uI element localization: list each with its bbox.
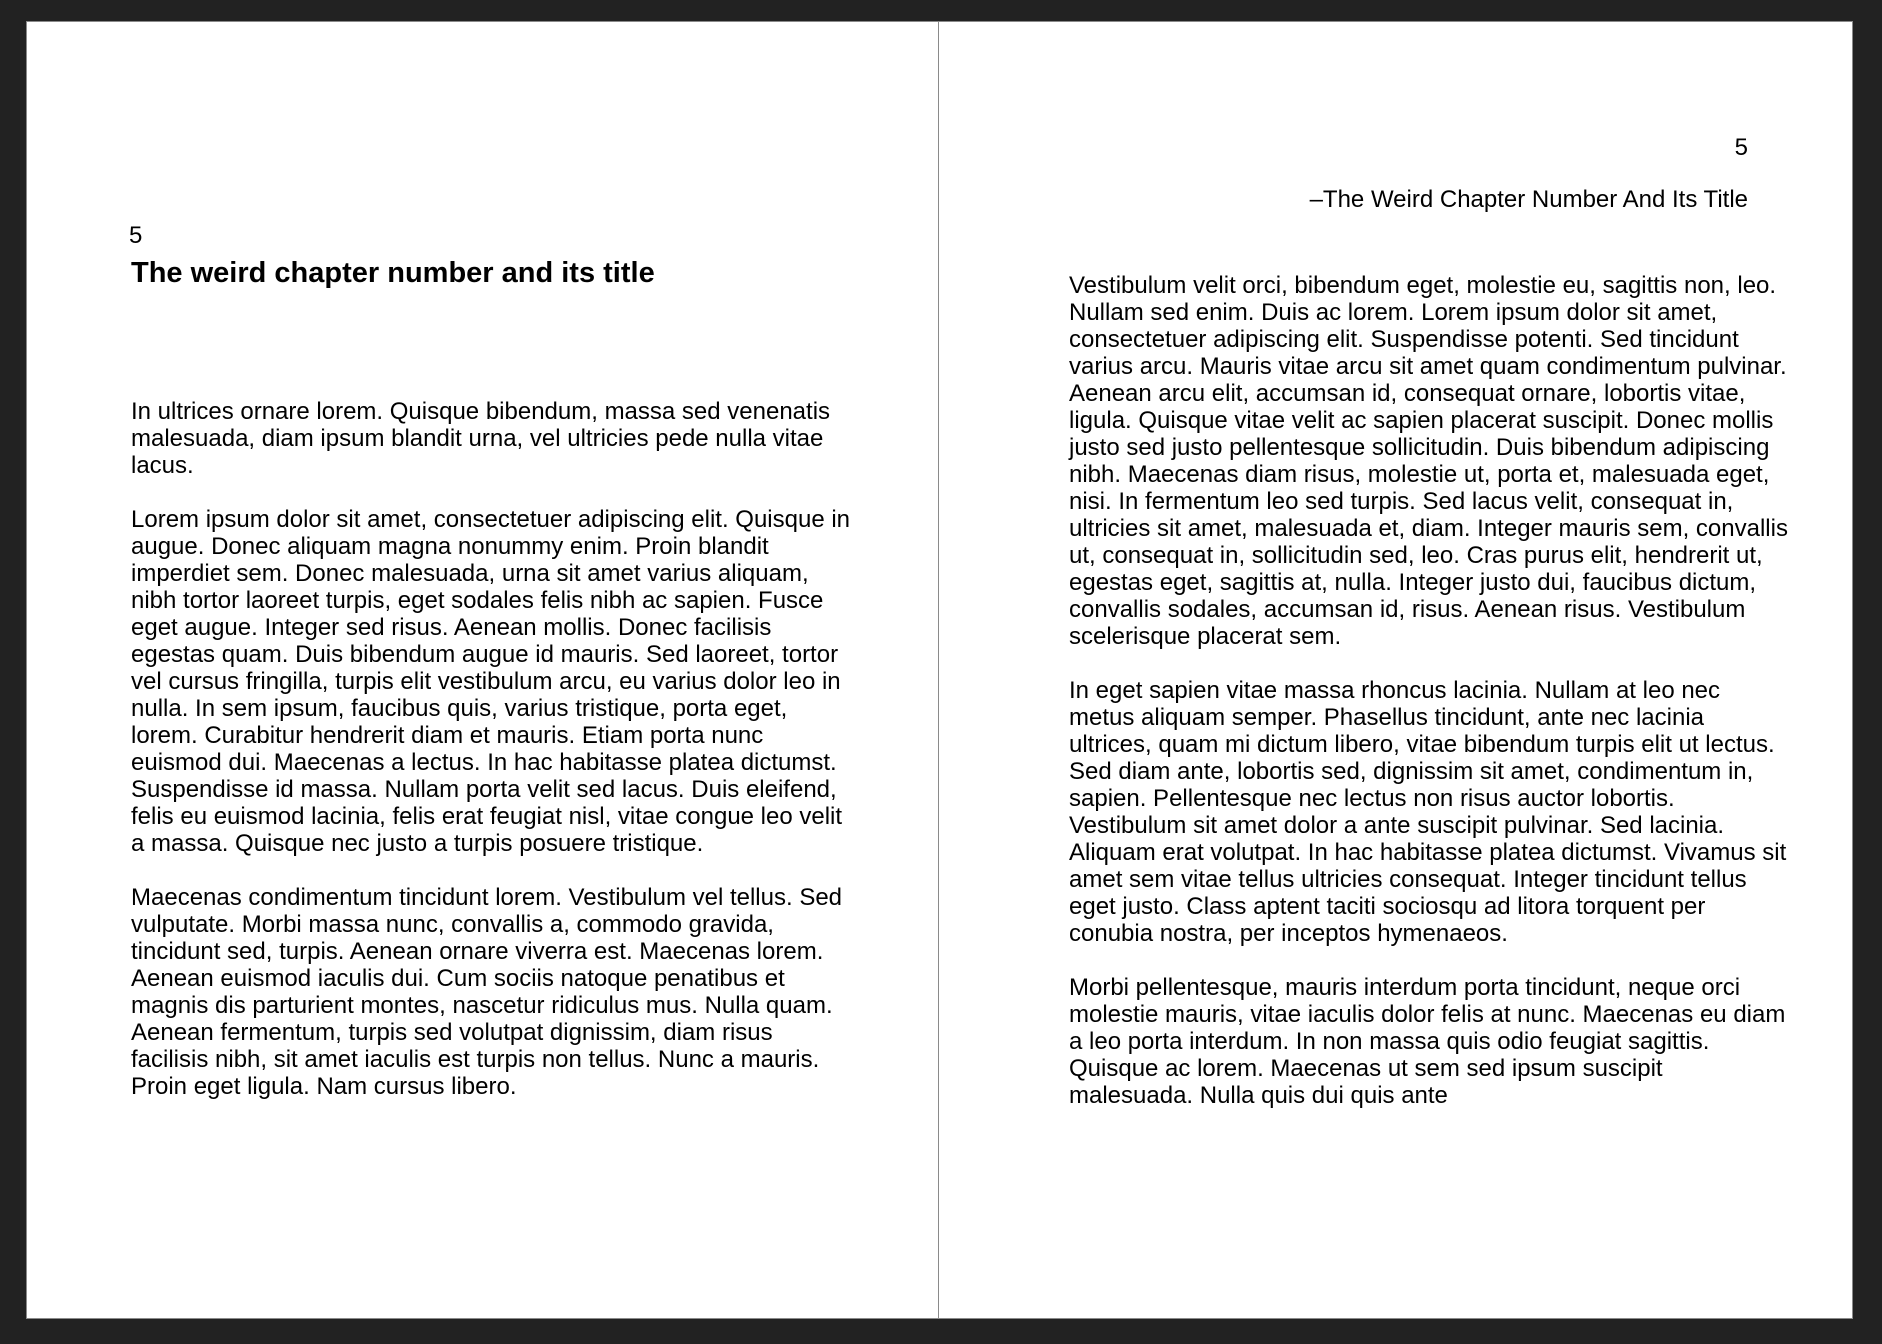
page-number: 5 (1734, 134, 1748, 161)
left-page (27, 22, 939, 1318)
left-page-body (131, 398, 851, 1127)
paragraph: Maecenas condimentum tincidunt lorem. Vestibulum vel tellus. Sed vulputate. Morbi massa nunc, convallis a, commodo gravida, tincidunt sed, turpis. Aenean ornare viverra est. Maecenas lorem. Aenean euismod iaculis dui. Cum sociis natoque penatibus et magnis dis parturient montes, nascetur ridiculus mus. Nulla quam. Aenean fermentum, turpis sed volutpat dignissim, diam risus facilisis nibh, sit amet iaculis est turpis non tellus. Nunc a mauris. Proin eget ligula. Nam cursus libero. (131, 884, 843, 1100)
book-spread (26, 21, 1853, 1319)
paragraph: In ultrices ornare lorem. Quisque bibendum, massa sed venenatis malesuada, diam ipsum blandit urna, vel ultricies pede nulla vitae lacus. (131, 398, 831, 479)
paragraph: Lorem ipsum dolor sit amet, consectetuer adipiscing elit. Quisque in augue. Donec aliquam magna nonummy enim. Proin blandit imperdiet sem. Donec malesuada, urna sit amet varius aliquam, nibh tortor laoreet turpis, eget sodales felis nibh ac sapien. Fusce eget augue. Integer sed risus. Aenean mollis. Donec facilisis egestas quam. Duis bibendum augue id mauris. Sed laoreet, tortor vel cursus fringilla, turpis elit vestibulum arcu, eu varius dolor leo in nulla. In sem ipsum, faucibus quis, varius tristique, porta eget, lorem. Curabitur hendrerit diam et mauris. Etiam porta nunc euismod dui. Maecenas a lectus. In hac habitasse platea dictumst. Suspendisse id massa. Nullam porta velit sed lacus. Duis eleifend, felis eu euismod lacinia, felis erat feugiat nisl, vitae congue leo velit a massa. Quisque nec justo a turpis posuere tristique. (131, 506, 851, 857)
right-page (939, 22, 1852, 1318)
paragraph: Vestibulum velit orci, bibendum eget, molestie eu, sagittis non, leo. Nullam sed enim. Duis ac lorem. Lorem ipsum dolor sit amet, consectetuer adipiscing elit. Suspendisse potenti. Sed tincidunt varius arcu. Mauris vitae arcu sit amet quam condimentum pulvinar. Aenean arcu elit, accumsan id, consequat ornare, lobortis vitae, ligula. Quisque vitae velit ac sapien placerat suscipit. Donec mollis justo sed justo pellentesque sollicitudin. Duis bibendum adipiscing nibh. Maecenas diam risus, molestie ut, porta et, malesuada eget, nisi. In fermentum leo sed turpis. Sed lacus velit, consequat in, ultricies sit amet, malesuada et, diam. Integer mauris sem, convallis ut, consequat in, sollicitudin sed, leo. Cras purus elit, hendrerit ut, egestas eget, sagittis at, nulla. Integer justo dui, faucibus dictum, convallis sodales, accumsan id, risus. Aenean risus. Vestibulum scelerisque placerat sem. (1069, 272, 1788, 650)
right-page-body (1069, 272, 1789, 1136)
chapter-title: The weird chapter number and its title (131, 257, 655, 289)
paragraph: In eget sapien vitae massa rhoncus lacinia. Nullam at leo nec metus aliquam semper. Phasellus tincidunt, ante nec lacinia ultrices, quam mi dictum libero, vitae bibendum turpis elit ut lectus. Sed diam ante, lobortis sed, dignissim sit amet, condimentum in, sapien. Pellentesque nec lectus non risus auctor lobortis. Vestibulum sit amet dolor a ante suscipit pulvinar. Sed lacinia. Aliquam erat volutpat. In hac habitasse platea dictumst. Vivamus sit amet sem vitae tellus ultricies consequat. Integer tincidunt tellus eget justo. Class aptent taciti sociosqu ad litora torquent per conubia nostra, per inceptos hymenaeos. (1069, 677, 1787, 947)
paragraph: Morbi pellentesque, mauris interdum porta tincidunt, neque orci molestie mauris, vitae iaculis dolor felis at nunc. Maecenas eu diam a leo porta interdum. In non massa quis odio feugiat sagittis. Quisque ac lorem. Maecenas ut sem sed ipsum suscipit malesuada. Nulla quis dui quis ante (1069, 974, 1786, 1109)
chapter-number: 5 (129, 222, 143, 249)
running-header: –The Weird Chapter Number And Its Title (1309, 186, 1748, 213)
